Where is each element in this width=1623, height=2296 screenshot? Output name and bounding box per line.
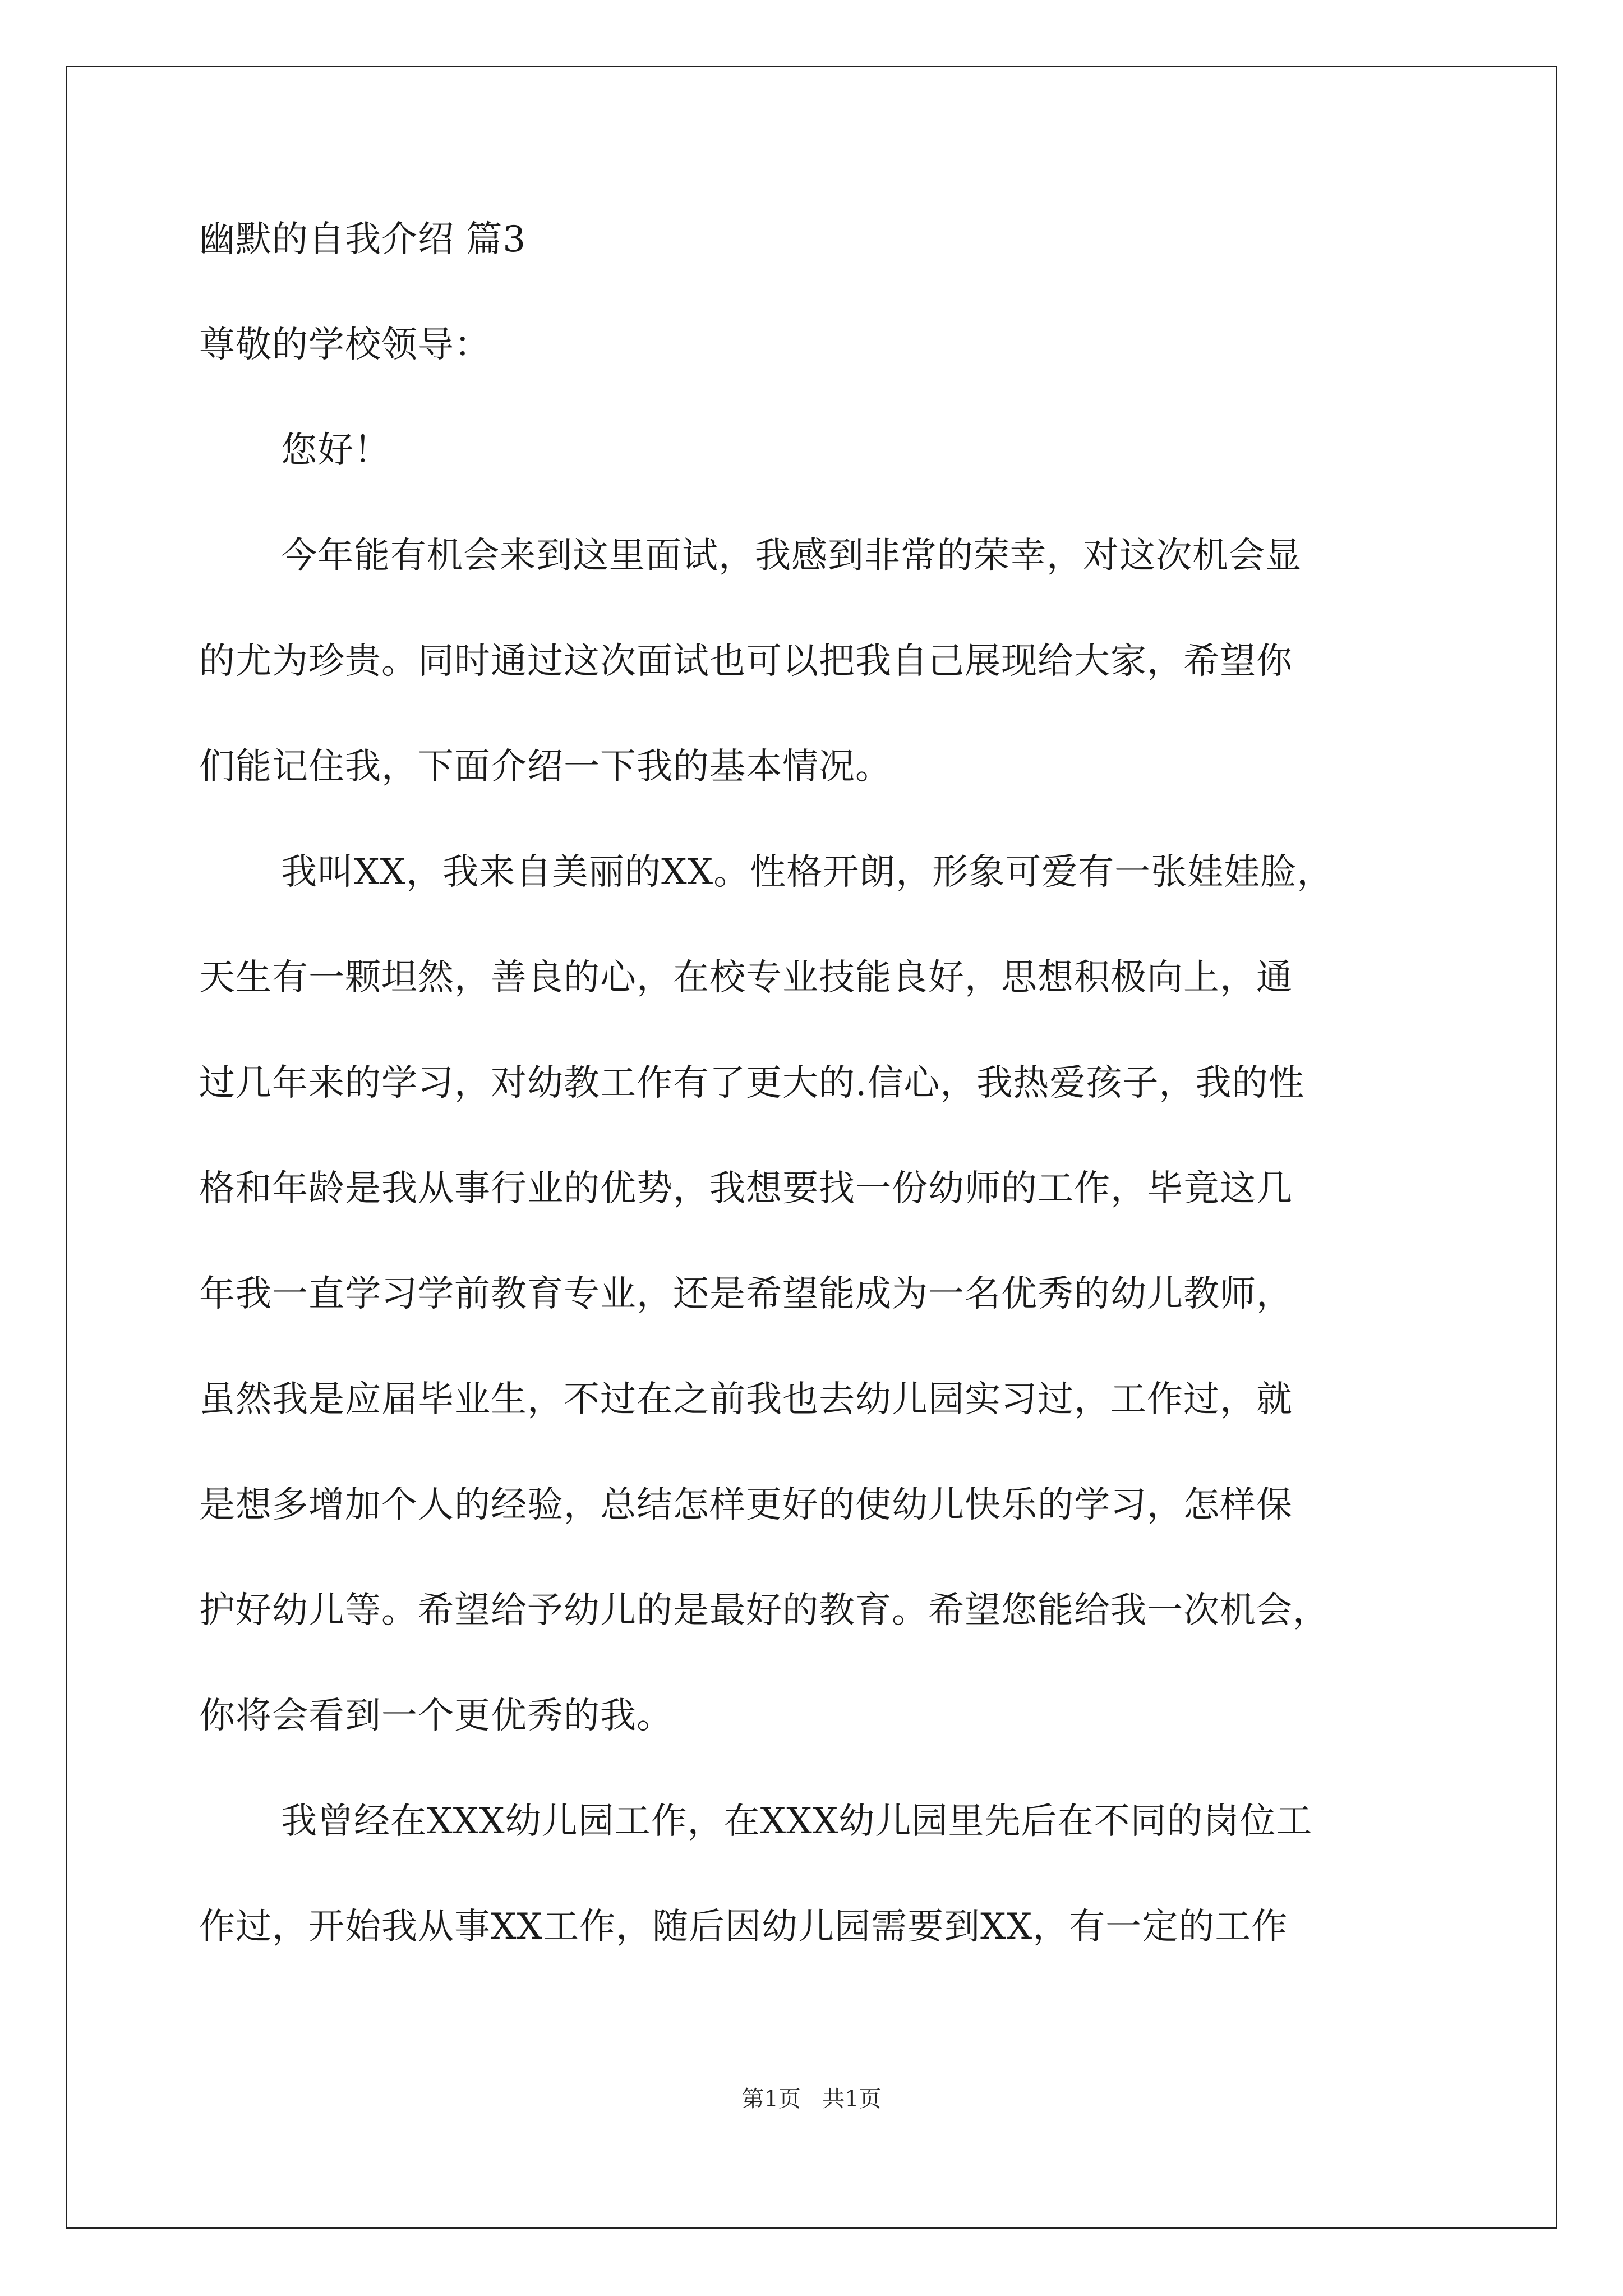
paragraph-2-line: 过几年来的学习，对幼教工作有了更大的.信心，我热爱孩子，我的性 (199, 1062, 1305, 1104)
paragraph-2-line: 虽然我是应届毕业生，不过在之前我也去幼儿园实习过，工作过，就 (199, 1379, 1293, 1420)
paragraph-2-line: 护好幼儿等。希望给予幼儿的是最好的教育。希望您能给我一次机会， (199, 1590, 1329, 1631)
greeting: 您好！ (281, 430, 390, 471)
paragraph-1-line: 今年能有机会来到这里面试，我感到非常的荣幸，对这次机会显 (281, 535, 1302, 577)
paragraph-2-line: 天生有一颗坦然，善良的心，在校专业技能良好，思想积极向上，通 (199, 957, 1293, 999)
paragraph-1-line: 的尤为珍贵。同时通过这次面试也可以把我自己展现给大家，希望你 (199, 641, 1293, 682)
document-body (199, 219, 1438, 2014)
paragraph-2-line: 格和年龄是我从事行业的优势，我想要找一份幼师的工作，毕竟这几 (199, 1168, 1293, 1209)
document-title: 幽默的自我介绍 篇3 (199, 219, 527, 260)
salutation: 尊敬的学校领导： (199, 324, 491, 366)
page-total: 共1页 (822, 2086, 882, 2112)
paragraph-1-line: 们能记住我，下面介绍一下我的基本情况。 (199, 746, 892, 788)
page-footer (0, 2088, 1623, 2110)
paragraph-2-line: 是想多增加个人的经验，总结怎样更好的使幼儿快乐的学习，怎样保 (199, 1484, 1293, 1526)
paragraph-2-line: 年我一直学习学前教育专业，还是希望能成为一名优秀的幼儿教师， (199, 1273, 1293, 1315)
paragraph-3-line: 我曾经在XXX幼儿园工作，在XXX幼儿园里先后在不同的岗位工 (281, 1801, 1313, 1842)
paragraph-2-line: 你将会看到一个更优秀的我。 (199, 1695, 673, 1737)
paragraph-2-line: 我叫XX，我来自美丽的XX。性格开朗，形象可爱有一张娃娃脸， (281, 852, 1334, 893)
page-number: 第1页 (741, 2086, 801, 2112)
paragraph-3-line: 作过，开始我从事XX工作，随后因幼儿园需要到XX，有一定的工作 (199, 1906, 1288, 1948)
